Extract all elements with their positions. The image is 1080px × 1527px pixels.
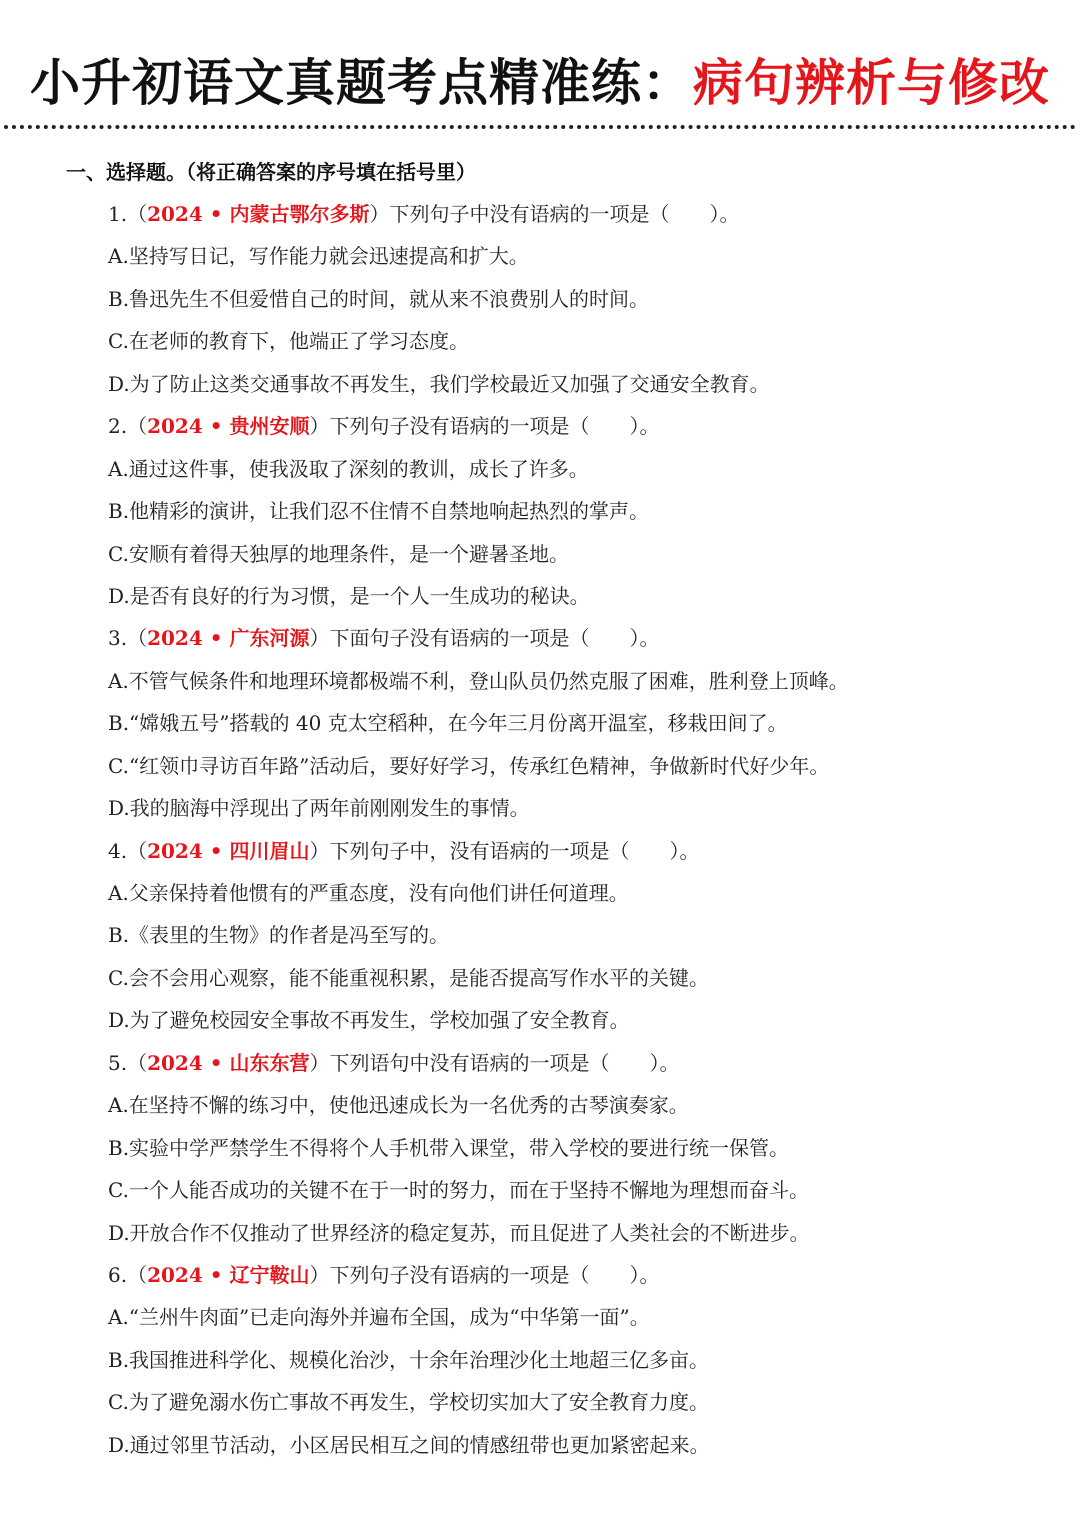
question-number: 3. — [108, 626, 128, 651]
question-source: 2024 • 四川眉山 — [147, 838, 310, 863]
question-source: 2024 • 辽宁鞍山 — [147, 1262, 310, 1287]
question-text: 下列句子中没有语病的一项是（ ）。 — [389, 202, 740, 226]
question-stem: 1.（2024 • 内蒙古鄂尔多斯）下列句子中没有语病的一项是（ ）。 — [108, 202, 740, 226]
question-text: 下列句子中，没有语病的一项是（ ）。 — [329, 838, 700, 863]
title-highlight: 病句辨析与修改 — [693, 54, 1050, 112]
question-number: 5. — [108, 1050, 128, 1075]
option-b: B.鲁迅先生不但爱惜自己的时间，就从来不浪费别人的时间。 — [108, 286, 650, 311]
option-d: D.我的脑海中浮现出了两年前刚刚发生的事情。 — [108, 796, 530, 821]
option-d: D.为了防止这类交通事故不再发生，我们学校最近又加强了交通安全教育。 — [108, 371, 770, 396]
section-heading: 一、选择题。（将正确答案的序号填在括号里） — [66, 160, 476, 184]
option-c: C.安顺有着得天独厚的地理条件，是一个避暑圣地。 — [108, 541, 569, 566]
question-number: 1. — [108, 202, 128, 226]
question-text: 下列句子没有语病的一项是（ ）。 — [329, 1262, 660, 1287]
question-source: 2024 • 山东东营 — [147, 1050, 310, 1075]
page-title — [0, 50, 1080, 116]
option-d: D.开放合作不仅推动了世界经济的稳定复苏，而且促进了人类社会的不断进步。 — [108, 1220, 810, 1245]
option-a: A.不管气候条件和地理环境都极端不利，登山队员仍然克服了困难，胜利登上顶峰。 — [108, 668, 849, 693]
question-5 — [108, 1042, 1040, 1254]
option-d: D.通过邻里节活动，小区居民相互之间的情感纽带也更加紧密起来。 — [108, 1432, 710, 1457]
option-a: A.坚持写日记，写作能力就会迅速提高和扩大。 — [108, 244, 529, 269]
question-6 — [108, 1254, 1040, 1466]
option-d: D.是否有良好的行为习惯，是一个人一生成功的秘诀。 — [108, 583, 590, 608]
option-d: D.为了避免校园安全事故不再发生，学校加强了安全教育。 — [108, 1008, 630, 1033]
question-2 — [108, 405, 1040, 617]
question-number: 6. — [108, 1262, 128, 1287]
dotted-divider — [4, 125, 1076, 129]
option-a: A.“兰州牛肉面”已走向海外并遍布全国，成为“中华第一面”。 — [108, 1305, 650, 1330]
question-stem: 4.（2024 • 四川眉山）下列句子中，没有语病的一项是（ ）。 — [108, 838, 700, 863]
question-stem: 5.（2024 • 山东东营）下列语句中没有语病的一项是（ ）。 — [108, 1050, 680, 1075]
option-c: C.会不会用心观察，能不能重视积累，是能否提高写作水平的关键。 — [108, 965, 709, 990]
option-a: A.父亲保持着他惯有的严重态度，没有向他们讲任何道理。 — [108, 881, 629, 905]
question-number: 4. — [108, 838, 128, 863]
question-stem: 2.（2024 • 贵州安顺）下列句子没有语病的一项是（ ）。 — [108, 414, 660, 439]
question-text: 下列语句中没有语病的一项是（ ）。 — [329, 1050, 680, 1075]
option-c: C.一个人能否成功的关键不在于一时的努力，而在于坚持不懈地为理想而奋斗。 — [108, 1178, 809, 1203]
option-c: C.在老师的教育下，他端正了学习态度。 — [108, 329, 469, 354]
question-stem: 6.（2024 • 辽宁鞍山）下列句子没有语病的一项是（ ）。 — [108, 1262, 660, 1287]
question-stem: 3.（2024 • 广东河源）下面句子没有语病的一项是（ ）。 — [108, 626, 660, 651]
question-source: 2024 • 内蒙古鄂尔多斯 — [147, 202, 370, 226]
option-a: A.在坚持不懈的练习中，使他迅速成长为一名优秀的古琴演奏家。 — [108, 1093, 689, 1118]
question-4 — [108, 830, 1040, 1042]
option-b: B.他精彩的演讲，让我们忍不住情不自禁地响起热烈的掌声。 — [108, 499, 650, 524]
question-number: 2. — [108, 414, 128, 439]
option-b: B.实验中学严禁学生不得将个人手机带入课堂，带入学校的要进行统一保管。 — [108, 1135, 790, 1160]
question-source: 2024 • 贵州安顺 — [147, 414, 310, 439]
question-text: 下面句子没有语病的一项是（ ）。 — [329, 626, 660, 651]
option-b: B.“嫦娥五号”搭载的 40 克太空稻种，在今年三月份离开温室，移栽田间了。 — [108, 711, 788, 736]
option-b: B.《表里的生物》的作者是冯至写的。 — [108, 923, 450, 948]
title-main: 小升初语文真题考点精准练： — [30, 54, 693, 112]
option-b: B.我国推进科学化、规模化治沙，十余年治理沙化土地超三亿多亩。 — [108, 1347, 710, 1372]
question-text: 下列句子没有语病的一项是（ ）。 — [329, 414, 660, 439]
option-a: A.通过这件事，使我汲取了深刻的教训，成长了许多。 — [108, 456, 589, 481]
question-source: 2024 • 广东河源 — [147, 626, 310, 651]
option-c: C.为了避免溺水伤亡事故不再发生，学校切实加大了安全教育力度。 — [108, 1390, 709, 1415]
option-c: C.“红领巾寻访百年路”活动后，要好好学习，传承红色精神，争做新时代好少年。 — [108, 753, 830, 778]
question-list — [108, 193, 1040, 1466]
question-1 — [108, 193, 1040, 405]
question-3 — [108, 617, 1040, 829]
